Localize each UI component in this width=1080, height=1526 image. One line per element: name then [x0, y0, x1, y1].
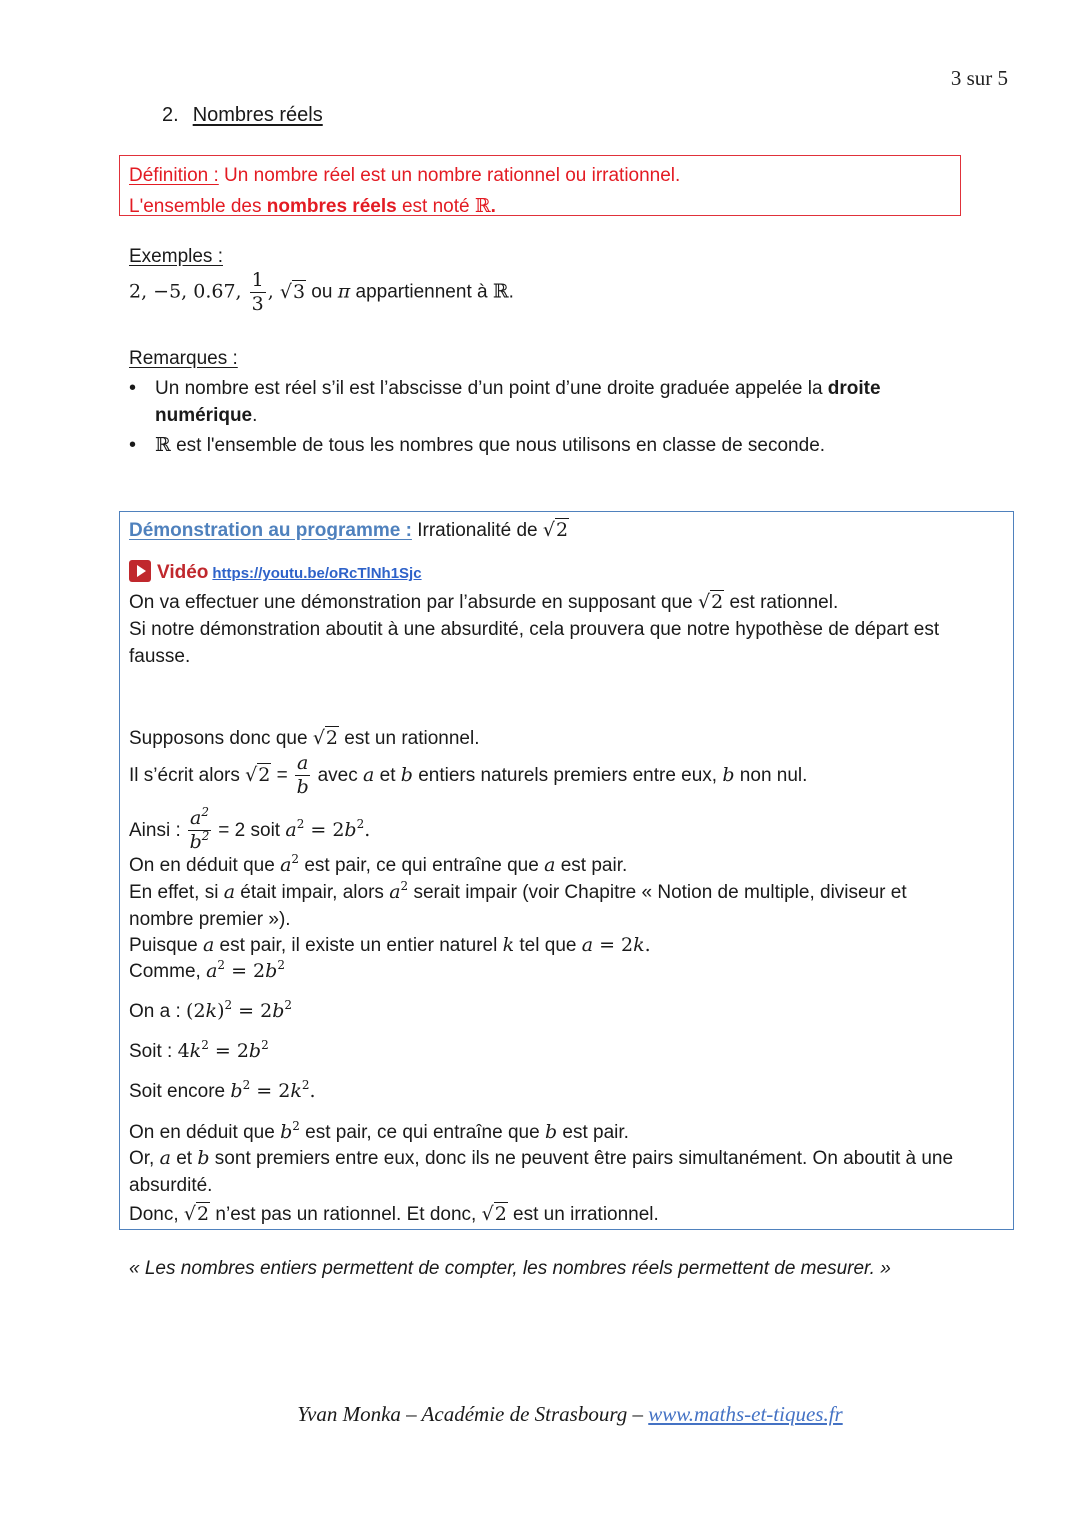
footer-site-link[interactable]: www.maths-et-tiques.fr	[648, 1402, 843, 1426]
fraction-a-over-b	[295, 754, 310, 797]
t: sont premiers entre eux, donc ils ne peuvent être pairs simultanément. On aboutit à une	[209, 1148, 954, 1169]
t: est pair, il existe un entier naturel	[214, 935, 503, 956]
examples-label	[129, 246, 1009, 268]
sqrt-arg: 2	[197, 1203, 210, 1225]
t: est pair.	[557, 1122, 629, 1143]
demo-line: fausse.	[129, 646, 191, 667]
section-title	[162, 104, 323, 127]
t: Supposons donc que	[129, 728, 313, 749]
t: Donc,	[129, 1204, 184, 1225]
remark-text: Un nombre est réel s’il est l’abscisse d’un point d’une droite graduée appelée la	[155, 378, 828, 399]
demo-title-line	[129, 517, 569, 544]
examples-suffix: appartiennent à	[350, 281, 493, 303]
fraction-a2-over-b2: $\frac{a^2}{b^2}$	[189, 805, 210, 854]
examples-numbers: 2, −5, 0.67,	[129, 280, 248, 303]
remarks-label	[129, 348, 1009, 370]
frac-den: b	[296, 776, 309, 799]
t: On en déduit que	[129, 855, 281, 876]
t: On va effectuer une démonstration par l’absurde en supposant que	[129, 592, 698, 613]
demo-line: On en déduit que $a^2$ est pair, ce qui entraîne que a est pair.	[129, 852, 628, 876]
sqrt-arg: 2	[711, 591, 724, 613]
real-set-symbol: ℝ	[155, 434, 171, 456]
real-set-symbol: ℝ	[474, 195, 491, 217]
definition-text-2: L'ensemble des	[129, 196, 267, 217]
remark-bold: droite numérique	[155, 378, 881, 426]
sqrt-2: √2	[542, 519, 569, 541]
demo-line: Il s’écrit alors √2 = $\frac{a}{b}$ avec a et b entiers naturels premiers entre eux, b non nul.	[129, 752, 808, 799]
demo-line	[129, 1201, 659, 1228]
frac-num: 1	[251, 269, 264, 291]
sqrt-2: √2	[697, 591, 724, 613]
t: non nul.	[734, 765, 808, 786]
examples-line	[129, 271, 1009, 314]
video-label: Vidéo	[157, 562, 209, 583]
video-line	[129, 559, 422, 587]
examples-or: ou	[306, 281, 338, 303]
video-play-icon[interactable]	[129, 560, 151, 582]
t: est un rationnel.	[339, 728, 480, 749]
t: On en déduit que	[129, 1122, 281, 1143]
t: et	[170, 1148, 198, 1169]
demo-line: Ainsi : $\frac{a^2}{b^2}$ = 2 soit $a^2 = 2b^2$.	[129, 805, 371, 854]
period: .	[508, 281, 514, 303]
t: =	[271, 765, 293, 786]
demo-line: Puisque a est pair, il existe un entier naturel k tel que a = 2k.	[129, 934, 651, 956]
footer-text: Yvan Monka – Académie de Strasbourg –	[297, 1402, 649, 1426]
frac-num: a	[297, 752, 309, 775]
t: et	[374, 765, 401, 786]
remarks-list	[129, 375, 939, 462]
sqrt-arg: 2	[556, 519, 569, 541]
t: n’est pas un rationnel. Et donc,	[210, 1204, 482, 1225]
t: Or,	[129, 1148, 160, 1169]
demo-line: En effet, si a était impair, alors $a^2$ serait impair (voir Chapitre « Notion de multiple, diviseur et	[129, 879, 907, 903]
t: est pair, ce qui entraîne que	[299, 855, 545, 876]
t: est pair, ce qui entraîne que	[299, 1122, 545, 1143]
remarks-heading: Remarques :	[129, 348, 238, 369]
t: On a :	[129, 1001, 187, 1022]
demo-line	[129, 589, 838, 616]
sqrt-arg: 2	[494, 1203, 507, 1225]
definition-bold: nombres réels	[266, 196, 397, 217]
t: tel que	[514, 935, 582, 956]
demo-subtitle: Irrationalité de	[411, 520, 543, 541]
demo-line: On en déduit que $b^2$ est pair, ce qui entraîne que b est pair.	[129, 1119, 629, 1143]
sqrt-arg: 2	[325, 727, 339, 749]
demo-title: Démonstration au programme :	[129, 520, 412, 541]
definition-period: .	[490, 196, 496, 217]
frac-den: 3	[251, 293, 264, 315]
sqrt-arg: 2	[258, 764, 271, 786]
t: est un irrationnel.	[507, 1204, 659, 1225]
t: est rationnel.	[724, 592, 839, 613]
remark-item	[155, 375, 939, 429]
demo-line: Or, a et b sont premiers entre eux, donc ils ne peuvent être pairs simultanément. On aboutit à une	[129, 1147, 954, 1169]
sqrt-2: √2	[312, 727, 339, 749]
footer	[0, 1402, 1080, 1427]
definition-box	[119, 155, 961, 216]
t: entiers naturels premiers entre eux,	[412, 765, 723, 786]
t: Il s’écrit alors	[129, 765, 246, 786]
sqrt-3: √3	[279, 280, 306, 303]
sqrt-2: √2	[481, 1203, 507, 1225]
fraction-one-third	[250, 271, 266, 314]
remark-end: .	[252, 405, 258, 426]
quote: « Les nombres entiers permettent de compter, les nombres réels permettent de mesurer. »	[129, 1258, 891, 1279]
remark-text: est l'ensemble de tous les nombres que nous utilisons en classe de seconde.	[170, 435, 826, 456]
demo-line: Soit encore $b^2 = 2k^2$.	[129, 1078, 316, 1102]
demo-line: nombre premier »).	[129, 909, 291, 930]
sqrt-2: √2	[183, 1203, 210, 1225]
t: avec	[312, 765, 364, 786]
section-number: 2.	[162, 104, 179, 126]
definition-text: Un nombre réel est un nombre rationnel ou irrationnel.	[218, 165, 681, 186]
t: est pair.	[555, 855, 628, 876]
demo-line	[129, 725, 480, 752]
examples-heading: Exemples :	[129, 246, 223, 267]
t: Soit :	[129, 1041, 178, 1062]
t: était impair, alors	[235, 882, 390, 903]
real-set-symbol: ℝ	[492, 280, 509, 303]
t: Puisque	[129, 935, 203, 956]
demo-line: Si notre démonstration aboutit à une absurdité, cela prouvera que notre hypothèse de départ est	[129, 619, 940, 640]
demo-line: absurdité.	[129, 1175, 213, 1196]
sqrt-arg: 3	[292, 280, 306, 303]
demo-line: On a : $(2k)^2 = 2b^2$	[129, 998, 293, 1022]
t: serait impair (voir Chapitre « Notion de multiple, diviseur et	[408, 882, 907, 903]
definition-label: Définition :	[129, 165, 219, 186]
video-link[interactable]: https://youtu.be/oRcTlNh1Sjc	[212, 565, 422, 582]
section-title-text: Nombres réels	[192, 104, 323, 126]
t: En effet, si	[129, 882, 224, 903]
t: = 2 soit	[213, 820, 286, 841]
demo-line: Soit : $4k^2 = 2b^2$	[129, 1038, 269, 1062]
definition-text-3: est noté	[396, 196, 475, 217]
sep: ,	[267, 280, 280, 303]
t: Ainsi :	[129, 820, 187, 841]
t: Comme,	[129, 961, 207, 982]
demo-line: Comme, $a^2 = 2b^2$	[129, 958, 285, 982]
remark-item	[155, 432, 939, 459]
page-number: 3 sur 5	[950, 66, 1008, 90]
pi-symbol: π	[337, 280, 351, 303]
t: Soit encore	[129, 1081, 231, 1102]
sqrt-2: √2	[245, 764, 271, 786]
